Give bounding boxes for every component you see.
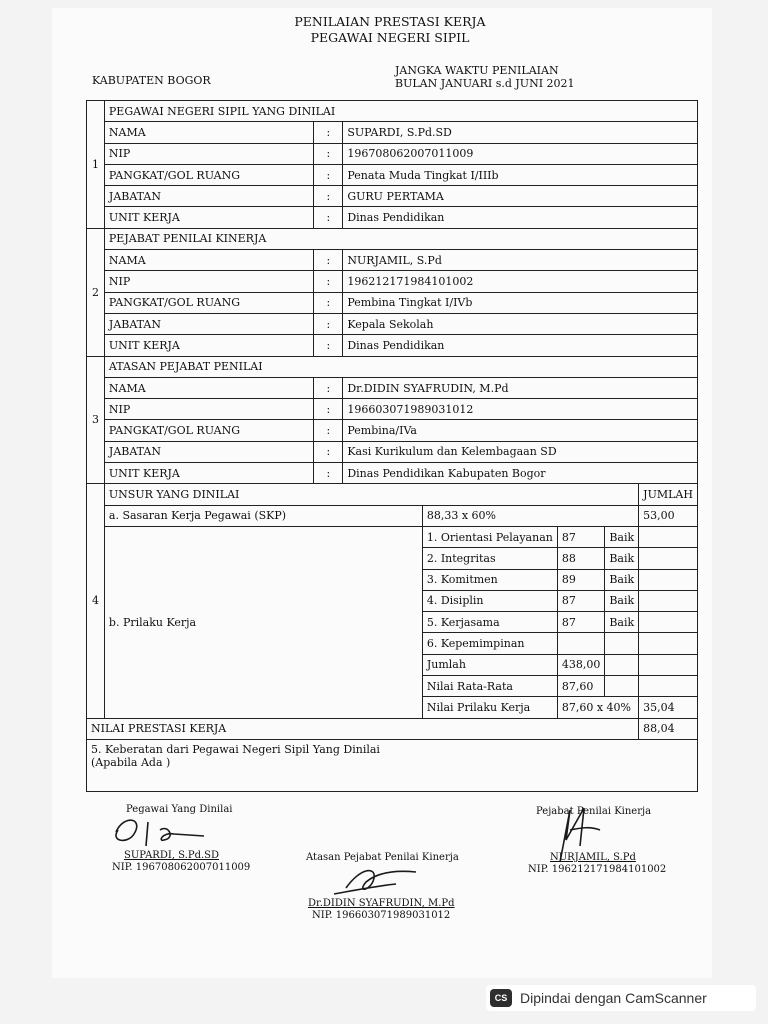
s1-value-jabatan: GURU PERTAMA bbox=[343, 186, 698, 207]
superior-signature bbox=[326, 864, 426, 900]
s1-label-nip: NIP bbox=[104, 143, 314, 164]
document-title bbox=[230, 14, 550, 46]
s3-label-jabatan: JABATAN bbox=[104, 441, 314, 462]
empty-cell bbox=[639, 590, 698, 611]
section-2-heading: PEJABAT PENILAI KINERJA bbox=[104, 228, 697, 249]
s2-label-nip: NIP bbox=[104, 271, 314, 292]
colon: : bbox=[314, 335, 343, 356]
s2-value-jabatan: Kepala Sekolah bbox=[343, 313, 698, 334]
s3-label-nama: NAMA bbox=[104, 377, 314, 398]
s3-label-unit: UNIT KERJA bbox=[104, 463, 314, 484]
s2-label-nama: NAMA bbox=[104, 250, 314, 271]
s1-value-unit: Dinas Pendidikan bbox=[343, 207, 698, 228]
appraisal-table bbox=[86, 100, 698, 792]
behavior-item: 5. Kerjasama bbox=[422, 612, 557, 633]
employee-sign-nip: NIP. 196708062007011009 bbox=[112, 862, 251, 873]
empty-cell bbox=[639, 612, 698, 633]
title-line-2: PEGAWAI NEGERI SIPIL bbox=[310, 30, 470, 45]
s2-label-pangkat: PANGKAT/GOL RUANG bbox=[104, 292, 314, 313]
skp-label: a. Sasaran Kerja Pegawai (SKP) bbox=[104, 505, 422, 526]
behavior-label: b. Prilaku Kerja bbox=[104, 526, 422, 718]
employee-signature bbox=[104, 812, 224, 852]
section-4-number: 4 bbox=[87, 484, 105, 718]
jumlah-value: 438,00 bbox=[557, 654, 605, 675]
superior-sign-nip: NIP. 196603071989031012 bbox=[312, 910, 451, 921]
period-value: BULAN JANUARI s.d JUNI 2021 bbox=[395, 77, 575, 90]
empty-cell bbox=[605, 654, 639, 675]
colon: : bbox=[314, 143, 343, 164]
section-3-heading: ATASAN PEJABAT PENILAI bbox=[104, 356, 697, 377]
behavior-score bbox=[557, 633, 605, 654]
employee-sign-title: Pegawai Yang Dinilai bbox=[126, 804, 233, 815]
section-4-heading: UNSUR YANG DINILAI bbox=[104, 484, 638, 505]
behavior-item: 1. Orientasi Pelayanan bbox=[422, 526, 557, 547]
colon: : bbox=[314, 250, 343, 271]
s2-label-unit: UNIT KERJA bbox=[104, 335, 314, 356]
jumlah-label: Jumlah bbox=[422, 654, 557, 675]
prilaku-total: 35,04 bbox=[639, 697, 698, 718]
region-label: KABUPATEN BOGOR bbox=[92, 74, 211, 87]
employee-name: SUPARDI, S.Pd.SD bbox=[124, 850, 220, 861]
colon: : bbox=[314, 420, 343, 441]
jumlah-heading: JUMLAH bbox=[639, 484, 698, 505]
behavior-grade: Baik bbox=[605, 590, 639, 611]
period-label: JANGKA WAKTU PENILAIAN bbox=[395, 64, 559, 77]
s3-value-unit: Dinas Pendidikan Kabupaten Bogor bbox=[343, 463, 698, 484]
s1-label-nama: NAMA bbox=[104, 122, 314, 143]
s2-value-unit: Dinas Pendidikan bbox=[343, 335, 698, 356]
final-label: NILAI PRESTASI KERJA bbox=[87, 718, 639, 739]
empty-cell bbox=[639, 654, 698, 675]
colon: : bbox=[314, 164, 343, 185]
behavior-item: 3. Komitmen bbox=[422, 569, 557, 590]
s1-value-nama: SUPARDI, S.Pd.SD bbox=[343, 122, 698, 143]
behavior-grade: Baik bbox=[605, 526, 639, 547]
s3-label-nip: NIP bbox=[104, 399, 314, 420]
camscanner-logo-icon: CS bbox=[490, 989, 512, 1007]
appraiser-name: NURJAMIL, S.Pd bbox=[550, 852, 636, 863]
title-line-1: PENILAIAN PRESTASI KERJA bbox=[294, 14, 486, 29]
objection-line-1: 5. Keberatan dari Pegawai Negeri Sipil Yang Dinilai bbox=[91, 742, 380, 756]
empty-cell bbox=[639, 676, 698, 697]
employee-sign-name bbox=[124, 850, 219, 862]
camscanner-badge bbox=[486, 985, 756, 1011]
camscanner-text: Dipindai dengan CamScanner bbox=[520, 990, 707, 1006]
colon: : bbox=[314, 377, 343, 398]
s3-value-nip: 196603071989031012 bbox=[343, 399, 698, 420]
appraiser-sign-nip: NIP. 196212171984101002 bbox=[528, 864, 667, 875]
s1-value-nip: 196708062007011009 bbox=[343, 143, 698, 164]
behavior-grade: Baik bbox=[605, 569, 639, 590]
superior-name: Dr.DIDIN SYAFRUDIN, M.Pd bbox=[308, 898, 455, 909]
superior-sign-title: Atasan Pejabat Penilai Kinerja bbox=[306, 852, 459, 863]
s3-value-nama: Dr.DIDIN SYAFRUDIN, M.Pd bbox=[343, 377, 698, 398]
s2-value-pangkat: Pembina Tingkat I/IVb bbox=[343, 292, 698, 313]
s3-value-jabatan: Kasi Kurikulum dan Kelembagaan SD bbox=[343, 441, 698, 462]
behavior-score: 87 bbox=[557, 526, 605, 547]
rata-value: 87,60 bbox=[557, 676, 605, 697]
behavior-grade bbox=[605, 633, 639, 654]
final-value: 88,04 bbox=[639, 718, 698, 739]
colon: : bbox=[314, 271, 343, 292]
appraiser-sign-title: Pejabat Penilai Kinerja bbox=[536, 806, 652, 817]
prilaku-calc: 87,60 x 40% bbox=[557, 697, 638, 718]
behavior-score: 87 bbox=[557, 590, 605, 611]
skp-total: 53,00 bbox=[639, 505, 698, 526]
empty-cell bbox=[639, 569, 698, 590]
empty-cell bbox=[639, 526, 698, 547]
section-1-number: 1 bbox=[87, 101, 105, 229]
skp-calc: 88,33 x 60% bbox=[422, 505, 638, 526]
colon: : bbox=[314, 463, 343, 484]
prilaku-label: Nilai Prilaku Kerja bbox=[422, 697, 557, 718]
section-2-number: 2 bbox=[87, 228, 105, 356]
section-1-heading: PEGAWAI NEGERI SIPIL YANG DINILAI bbox=[104, 101, 697, 122]
s1-label-unit: UNIT KERJA bbox=[104, 207, 314, 228]
behavior-score: 88 bbox=[557, 548, 605, 569]
rata-label: Nilai Rata-Rata bbox=[422, 676, 557, 697]
behavior-grade: Baik bbox=[605, 612, 639, 633]
behavior-item: 2. Integritas bbox=[422, 548, 557, 569]
s3-label-pangkat: PANGKAT/GOL RUANG bbox=[104, 420, 314, 441]
colon: : bbox=[314, 292, 343, 313]
s2-value-nip: 196212171984101002 bbox=[343, 271, 698, 292]
behavior-item: 6. Kepemimpinan bbox=[422, 633, 557, 654]
behavior-score: 87 bbox=[557, 612, 605, 633]
colon: : bbox=[314, 207, 343, 228]
empty-cell bbox=[639, 633, 698, 654]
s1-value-pangkat: Penata Muda Tingkat I/IIIb bbox=[343, 164, 698, 185]
behavior-grade: Baik bbox=[605, 548, 639, 569]
behavior-item: 4. Disiplin bbox=[422, 590, 557, 611]
empty-cell bbox=[639, 548, 698, 569]
s1-label-pangkat: PANGKAT/GOL RUANG bbox=[104, 164, 314, 185]
colon: : bbox=[314, 313, 343, 334]
superior-sign-name bbox=[308, 898, 455, 910]
objection-line-2: (Apabila Ada ) bbox=[91, 755, 171, 769]
colon: : bbox=[314, 441, 343, 462]
s2-label-jabatan: JABATAN bbox=[104, 313, 314, 334]
s2-value-nama: NURJAMIL, S.Pd bbox=[343, 250, 698, 271]
colon: : bbox=[314, 122, 343, 143]
colon: : bbox=[314, 399, 343, 420]
objection-cell bbox=[87, 739, 698, 791]
s3-value-pangkat: Pembina/IVa bbox=[343, 420, 698, 441]
empty-cell bbox=[605, 676, 639, 697]
behavior-score: 89 bbox=[557, 569, 605, 590]
appraiser-sign-name bbox=[550, 852, 636, 864]
colon: : bbox=[314, 186, 343, 207]
section-3-number: 3 bbox=[87, 356, 105, 484]
s1-label-jabatan: JABATAN bbox=[104, 186, 314, 207]
